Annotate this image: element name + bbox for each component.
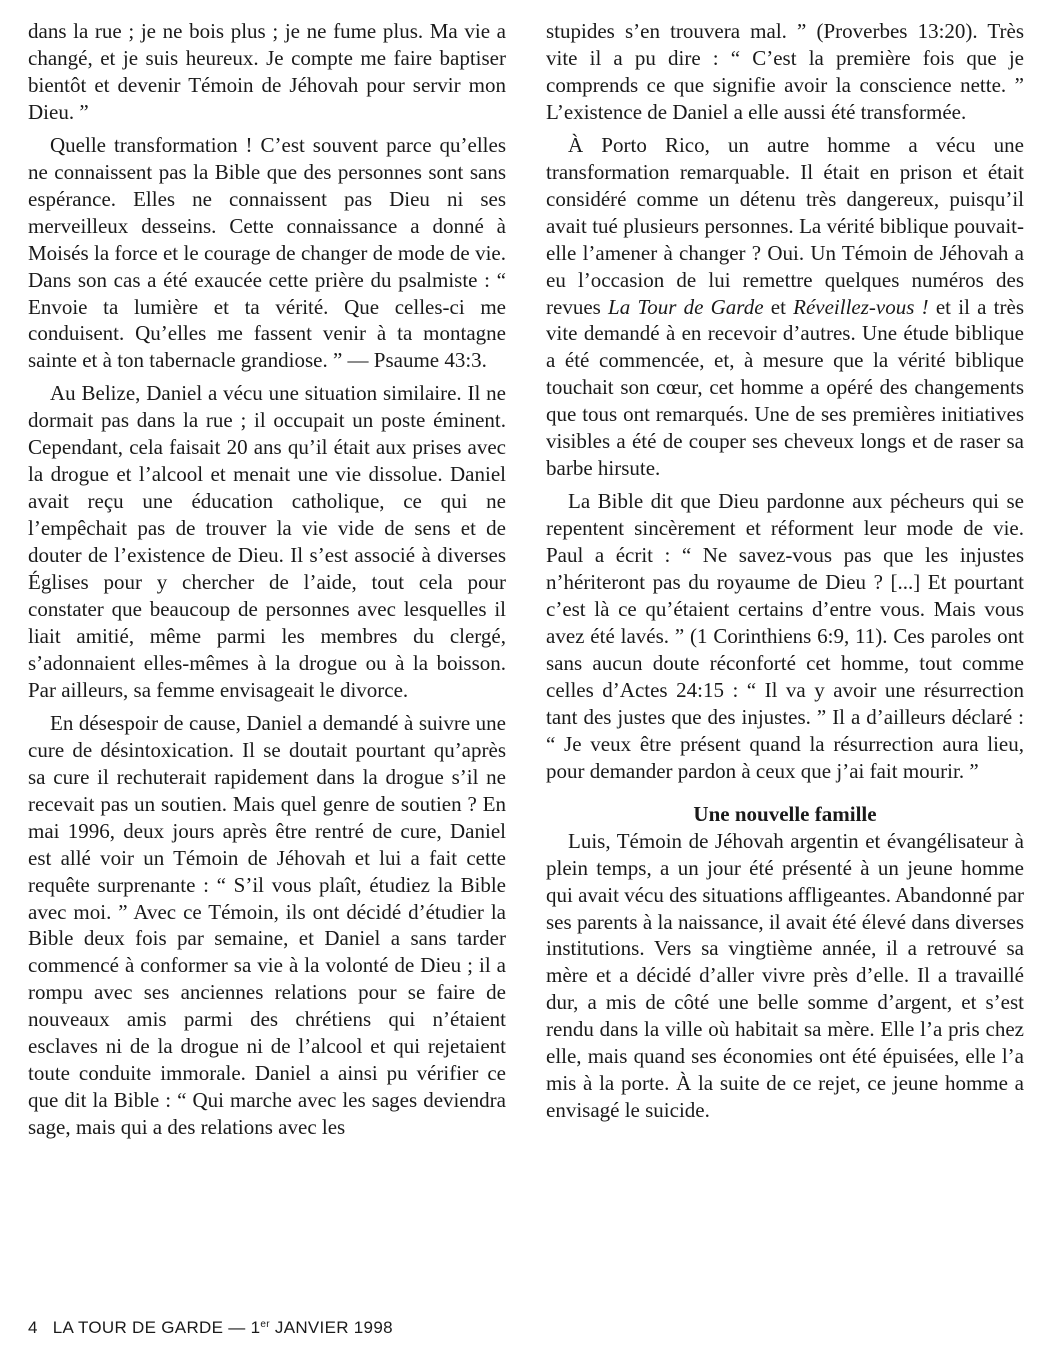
paragraph-text: À Porto Rico, un autre homme a vécu une transformation remarquable. Il était en prison et était considéré comme un détenu très dangereux, puisqu’il avait tué plusieurs personnes. La vérité biblique pouvait-elle l’amener à changer ? Oui. Un Témoin de Jéhovah a eu l’occasion de lui remettre quelques numéros des revues <box>546 132 1024 319</box>
issue-day-suffix: er <box>260 1319 270 1330</box>
publication-name: LA TOUR DE GARDE — <box>52 1318 246 1337</box>
issue-day: 1 <box>250 1318 261 1337</box>
magazine-title-la-tour-de-garde: La Tour de Garde <box>608 294 764 319</box>
page-footer <box>28 1318 393 1338</box>
right-column <box>546 18 1024 1130</box>
paragraph <box>546 132 1024 482</box>
paragraph-text: et il a très vite demandé à en recevoir d’autres. Une étude biblique a été commencée, et, à mesure que la vérité biblique touchait son cœur, cet homme a opéré des changements que tous ont remarqués. Une de ses premières initiatives visibles a été de couper ses cheveux longs et de raser sa barbe hirsute. <box>546 294 1025 481</box>
paragraph: Quelle transformation ! C’est souvent parce qu’elles ne connaissent pas la Bible que des personnes sont sans espérance. Elles ne connaissent pas Dieu ni ses merveilleux desseins. Cette connaissance a donné à Moisés la force et le courage de changer de mode de vie. Dans son cas a été exaucée cette prière du psalmiste : “ Envoie ta lumière et ta vérité. Que celles-ci me conduisent. Qu’elles me fassent venir à ta montagne sainte et à ton tabernacle grandiose. ” — Psaume 43:3. <box>28 132 506 373</box>
section-heading: Une nouvelle famille <box>693 801 877 826</box>
paragraph: Luis, Témoin de Jéhovah argentin et évangélisateur à plein temps, a un jour été présenté à un jeune homme qui avait vécu des situations affligeantes. Abandonné par ses parents à la naissance, il avait été élevé dans diverses institutions. Vers sa vingtième année, il a retrouvé sa mère et a décidé d’aller vivre près d’elle. Il a travaillé dur, a mis de côté une belle somme d’argent, et s’est rendu dans la ville où habitait sa mère. Elle l’a pris chez elle, mais quand ses économies ont été épuisées, elle l’a mis à la porte. À la suite de ce rejet, ce jeune homme a envisagé le suicide. <box>546 828 1024 1123</box>
magazine-title-reveillez-vous: Réveillez-vous ! <box>793 294 929 319</box>
paragraph: dans la rue ; je ne bois plus ; je ne fume plus. Ma vie a changé, et je suis heureux. Je compte me faire baptiser bientôt et devenir Témoin de Jéhovah pour servir mon Dieu. ” <box>28 19 506 124</box>
paragraph: stupides s’en trouvera mal. ” (Proverbes 13:20). Très vite il a pu dire : “ C’est la première fois que je comprends ce que signifie avoir la conscience nette. ” L’existence de Daniel a elle aussi été transformée. <box>546 19 1024 124</box>
paragraph: La Bible dit que Dieu pardonne aux pécheurs qui se repentent sincèrement et réforment leur mode de vie. Paul a écrit : “ Ne savez-vous pas que les injustes n’hériteront pas du royaume de Dieu ? [...] Et pourtant c’est là ce qu’étaient certains d’entre vous. Mais vous avez été lavés. ” (1 Corinthiens 6:9, 11). Ces paroles ont sans aucun doute réconforté cet homme, tout comme celles d’Actes 24:15 : “ Il va y avoir une résurrection tant des justes que des injustes. ” Il a d’ailleurs déclaré : “ Je veux être présent quand la résurrection aura lieu, pour demander pardon à ceux que j’ai fait mourir. ” <box>546 489 1024 783</box>
paragraph: En désespoir de cause, Daniel a demandé à suivre une cure de désintoxication. Il se doutait pourtant qu’après sa cure il rechuterait rapidement dans la drogue s’il ne recevait pas un soutien. Mais quel genre de soutien ? En mai 1996, deux jours après être rentré de cure, Daniel est allé voir un Témoin de Jéhovah et lui a fait cette requête surprenante : “ S’il vous plaît, étudiez la Bible avec moi. ” Avec ce Témoin, ils ont décidé d’étudier la Bible deux fois par semaine, et Daniel a sans tarder commencé à conformer sa vie à la volonté de Dieu ; il a rompu avec ses anciennes relations pour se faire de nouveaux amis parmi des chrétiens qui n’étaient esclaves ni de la drogue ni de l’alcool et qui rejetaient toute conduite immorale. Daniel a ainsi pu vérifier ce que dit la Bible : “ Qui marche avec les sages deviendra sage, mais qui a des relations avec les <box>28 710 506 1140</box>
paragraph: Au Belize, Daniel a vécu une situation similaire. Il ne dormait pas dans la rue ; il occupait un poste éminent. Cependant, cela faisait 20 ans qu’il était aux prises avec la drogue et l’alcool et menait une vie dissolue. Daniel avait reçu une éducation catholique, ce qui ne l’empêchait pas de trouver la vie vide de sens et de douter de l’existence de Dieu. Il s’est associé à diverses Églises pour y chercher de l’aide, tout cela pour constater que beaucoup de personnes avec lesquelles il liait amitié, même parmi les membres du clergé, s’adonnaient elles-mêmes à la drogue ou à la boisson. Par ailleurs, sa femme envisageait le divorce. <box>28 381 506 702</box>
paragraph-text: et <box>763 294 794 319</box>
left-column <box>28 18 506 1147</box>
issue-date: JANVIER 1998 <box>274 1318 393 1337</box>
page-number: 4 <box>28 1318 38 1337</box>
